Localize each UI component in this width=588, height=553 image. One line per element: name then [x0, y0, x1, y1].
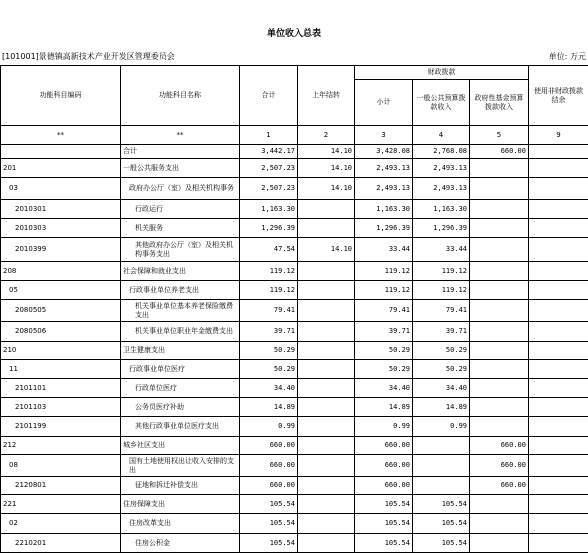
row-name: 公务员医疗补助 [121, 398, 240, 417]
row-value: 3,428.08 [355, 145, 413, 159]
row-value [298, 379, 355, 398]
row-value [298, 455, 355, 477]
table-row [1, 322, 588, 342]
row-value [529, 145, 588, 159]
row-value: 660.00 [470, 477, 529, 495]
table-row [1, 417, 588, 437]
row-name: 住房公积金 [121, 534, 240, 553]
row-name: 合计 [121, 145, 240, 159]
row-value: 2,493.13 [413, 159, 470, 178]
row-value: 1,163.30 [413, 200, 470, 219]
row-value: 2,507.23 [240, 178, 298, 200]
table-row [1, 398, 588, 417]
row-value [470, 219, 529, 238]
row-value [298, 534, 355, 553]
row-value: 39.71 [413, 322, 470, 342]
row-value: 660.00 [470, 455, 529, 477]
row-name: 征地和拆迁补偿支出 [121, 477, 240, 495]
row-value [470, 300, 529, 322]
row-code: 02 [1, 514, 121, 534]
row-value [529, 238, 588, 262]
row-value [470, 360, 529, 379]
table-row [1, 219, 588, 238]
index-cell: 1 [240, 126, 298, 145]
index-cell: 5 [470, 126, 529, 145]
header-fund-budget: 政府性基金预算拨款收入 [470, 80, 529, 126]
row-value [529, 200, 588, 219]
row-value: 14.10 [298, 238, 355, 262]
row-name: 政府办公厅（室）及相关机构事务 [121, 178, 240, 200]
row-value [470, 379, 529, 398]
row-value: 14.10 [298, 159, 355, 178]
row-value: 105.54 [240, 514, 298, 534]
row-value [529, 417, 588, 437]
row-value [529, 514, 588, 534]
header-total: 合计 [240, 66, 298, 126]
row-value: 1,163.30 [355, 200, 413, 219]
page-title: 单位收入总表 [0, 26, 588, 39]
row-name: 行政事业单位养老支出 [121, 281, 240, 300]
table-row [1, 262, 588, 281]
row-value [298, 514, 355, 534]
table-row [1, 514, 588, 534]
row-name: 行政单位医疗 [121, 379, 240, 398]
row-value [470, 262, 529, 281]
header-code: 功能科目编码 [1, 66, 121, 126]
row-value [529, 455, 588, 477]
row-code: 2120801 [1, 477, 121, 495]
row-name: 社会保障和就业支出 [121, 262, 240, 281]
row-value: 105.54 [240, 495, 298, 514]
header-subtotal: 小计 [355, 80, 413, 126]
row-value: 47.54 [240, 238, 298, 262]
row-code: 210 [1, 342, 121, 360]
row-value: 660.00 [240, 477, 298, 495]
row-code: 212 [1, 437, 121, 455]
row-value [470, 322, 529, 342]
row-value [470, 342, 529, 360]
row-value [413, 477, 470, 495]
row-value: 34.40 [240, 379, 298, 398]
row-value [529, 178, 588, 200]
row-value [529, 495, 588, 514]
row-value: 105.54 [240, 534, 298, 553]
row-value: 14.89 [240, 398, 298, 417]
row-code: 2080506 [1, 322, 121, 342]
row-value: 50.29 [355, 342, 413, 360]
row-value: 660.00 [470, 145, 529, 159]
table-row [1, 159, 588, 178]
row-code: 2101101 [1, 379, 121, 398]
row-value: 2,493.13 [355, 178, 413, 200]
row-name: 机关事业单位职业年金缴费支出 [121, 322, 240, 342]
row-value: 105.54 [413, 534, 470, 553]
row-value [298, 398, 355, 417]
index-cell: 9 [529, 126, 588, 145]
row-name: 行政事业单位医疗 [121, 360, 240, 379]
row-value [470, 495, 529, 514]
row-value [413, 455, 470, 477]
row-value [470, 200, 529, 219]
row-value [529, 322, 588, 342]
table-row [1, 437, 588, 455]
index-cell: ** [1, 126, 121, 145]
index-cell: 2 [298, 126, 355, 145]
row-value: 14.10 [298, 145, 355, 159]
row-value: 33.44 [355, 238, 413, 262]
row-value: 50.29 [240, 360, 298, 379]
row-value [529, 379, 588, 398]
row-value [298, 300, 355, 322]
organization-label: [101001]景德镇高新技术产业开发区管理委员会 [2, 51, 175, 62]
row-value [529, 281, 588, 300]
header-general-budget: 一般公共预算拨款收入 [413, 80, 470, 126]
row-value [470, 159, 529, 178]
row-value: 3,442.17 [240, 145, 298, 159]
row-value [298, 495, 355, 514]
row-code: 2010399 [1, 238, 121, 262]
table-body [1, 145, 588, 553]
row-value: 119.12 [413, 281, 470, 300]
row-value [529, 342, 588, 360]
row-value: 2,493.13 [355, 159, 413, 178]
row-value [413, 437, 470, 455]
header-nonfiscal: 使用非财政拨款结余 [529, 66, 588, 126]
table-row [1, 534, 588, 553]
table-row [1, 238, 588, 262]
row-value [529, 300, 588, 322]
row-name: 机关服务 [121, 219, 240, 238]
row-value [529, 159, 588, 178]
row-value: 105.54 [413, 514, 470, 534]
row-value: 105.54 [413, 495, 470, 514]
row-value [470, 238, 529, 262]
row-value: 660.00 [240, 455, 298, 477]
table-row [1, 300, 588, 322]
row-value: 105.54 [355, 534, 413, 553]
row-value: 2,507.23 [240, 159, 298, 178]
row-value: 660.00 [355, 437, 413, 455]
row-value [529, 437, 588, 455]
index-row [1, 126, 588, 145]
row-value: 1,296.39 [240, 219, 298, 238]
row-name: 行政运行 [121, 200, 240, 219]
index-cell: 4 [413, 126, 470, 145]
row-name: 住房保障支出 [121, 495, 240, 514]
row-value: 50.29 [240, 342, 298, 360]
row-code: 201 [1, 159, 121, 178]
row-value [470, 178, 529, 200]
row-value: 119.12 [413, 262, 470, 281]
row-value [470, 417, 529, 437]
unit-label: 单位: 万元 [549, 51, 586, 62]
row-value [529, 477, 588, 495]
row-value: 105.54 [355, 495, 413, 514]
row-value [529, 534, 588, 553]
row-value: 14.10 [298, 178, 355, 200]
row-value [470, 534, 529, 553]
row-value [298, 342, 355, 360]
row-code: 03 [1, 178, 121, 200]
row-value: 79.41 [355, 300, 413, 322]
row-value: 119.12 [240, 262, 298, 281]
row-name: 机关事业单位基本养老保险缴费支出 [121, 300, 240, 322]
row-code: 2101103 [1, 398, 121, 417]
header-name: 功能科目名称 [121, 66, 240, 126]
row-value: 2,493.13 [413, 178, 470, 200]
row-name: 其他政府办公厅（室）及相关机构事务支出 [121, 238, 240, 262]
row-value [470, 398, 529, 417]
table-row [1, 145, 588, 159]
row-value: 14.89 [413, 398, 470, 417]
row-value [298, 262, 355, 281]
row-code: 2101199 [1, 417, 121, 437]
row-value: 1,296.39 [413, 219, 470, 238]
row-value [298, 477, 355, 495]
row-value [298, 219, 355, 238]
table-row [1, 477, 588, 495]
header-fiscal: 财政拨款 [355, 66, 529, 80]
row-code: 2080505 [1, 300, 121, 322]
table-row [1, 455, 588, 477]
row-value: 119.12 [355, 262, 413, 281]
row-value [298, 281, 355, 300]
row-value: 0.99 [413, 417, 470, 437]
row-name: 一般公共服务支出 [121, 159, 240, 178]
row-value: 39.71 [240, 322, 298, 342]
row-code: 2010303 [1, 219, 121, 238]
row-value [529, 398, 588, 417]
row-code: 2210201 [1, 534, 121, 553]
row-value: 1,163.30 [240, 200, 298, 219]
table-row [1, 379, 588, 398]
row-code: 208 [1, 262, 121, 281]
row-value [529, 262, 588, 281]
row-code: 11 [1, 360, 121, 379]
row-value [298, 360, 355, 379]
row-value: 79.41 [413, 300, 470, 322]
index-cell: ** [121, 126, 240, 145]
row-value [298, 322, 355, 342]
row-value [470, 281, 529, 300]
row-code: 05 [1, 281, 121, 300]
table-row [1, 495, 588, 514]
income-summary-table [0, 65, 588, 553]
row-value [529, 219, 588, 238]
row-value: 34.40 [413, 379, 470, 398]
row-name: 国有土地使用权出让收入安排的支出 [121, 455, 240, 477]
row-name: 城乡社区支出 [121, 437, 240, 455]
index-cell: 3 [355, 126, 413, 145]
row-value: 660.00 [240, 437, 298, 455]
table-row [1, 342, 588, 360]
row-value: 2,768.08 [413, 145, 470, 159]
row-name: 其他行政事业单位医疗支出 [121, 417, 240, 437]
row-name: 卫生健康支出 [121, 342, 240, 360]
row-value: 0.99 [355, 417, 413, 437]
row-value: 50.29 [355, 360, 413, 379]
table-row [1, 200, 588, 219]
table-row [1, 178, 588, 200]
row-value: 105.54 [355, 514, 413, 534]
row-value: 50.29 [413, 342, 470, 360]
row-value [298, 437, 355, 455]
row-value [470, 514, 529, 534]
row-value: 660.00 [355, 455, 413, 477]
row-value: 660.00 [355, 477, 413, 495]
row-value: 33.44 [413, 238, 470, 262]
row-value: 1,296.39 [355, 219, 413, 238]
row-code: 08 [1, 455, 121, 477]
table-row [1, 281, 588, 300]
row-code: 2010301 [1, 200, 121, 219]
row-code: 221 [1, 495, 121, 514]
row-value [298, 417, 355, 437]
row-value: 119.12 [240, 281, 298, 300]
row-value: 34.40 [355, 379, 413, 398]
row-value: 660.00 [470, 437, 529, 455]
row-value [298, 200, 355, 219]
row-value: 119.12 [355, 281, 413, 300]
row-value: 0.99 [240, 417, 298, 437]
row-value: 79.41 [240, 300, 298, 322]
row-value: 14.89 [355, 398, 413, 417]
header-carryover: 上年结转 [298, 66, 355, 126]
row-value: 50.29 [413, 360, 470, 379]
row-value [529, 360, 588, 379]
row-code [1, 145, 121, 159]
table-row [1, 360, 588, 379]
row-value: 39.71 [355, 322, 413, 342]
row-name: 住房改革支出 [121, 514, 240, 534]
